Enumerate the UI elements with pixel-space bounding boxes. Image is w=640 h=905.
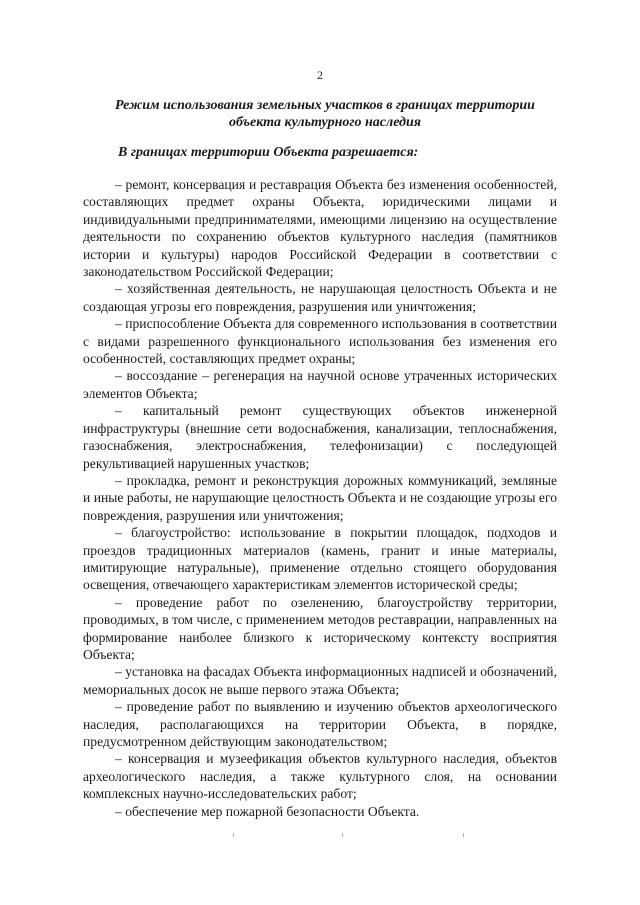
scan-marks bbox=[0, 833, 640, 843]
paragraph-museumification: – консервация и музеефикация объектов культурного наследия, объектов археологического наследия, а также культурного слоя, на основании комплексных научно-исследовательских работ; bbox=[83, 751, 557, 802]
paragraph-restoration: – ремонт, консервация и реставрация Объекта без изменения особенностей, составляющих предмет охраны Объекта, юридическими лицами и индивидуальными предпринимателями, имеющими лицензию на осуществление деятельности по сохранению объектов культурного наследия (памятников истории и культуры) народов Российской Федерации в соответствии с законодательством Российской Федерации; bbox=[83, 177, 557, 280]
document-body bbox=[83, 176, 557, 820]
paragraph-recreation: – воссоздание – регенерация на научной основе утраченных исторических элементов Объекта; bbox=[83, 368, 557, 401]
scan-mark bbox=[463, 833, 464, 837]
paragraph-road-works: – прокладка, ремонт и реконструкция дорожных коммуникаций, земляные и иные работы, не нарушающие целостность Объекта и не создающие угрозы его повреждения, разрушения или уничтожения; bbox=[83, 472, 557, 523]
scan-mark bbox=[342, 833, 343, 837]
paragraph-adaptation: – приспособление Объекта для современного использования в соответствии с видами разрешенного функционального использования без изменения его особенностей, составляющих предмет охраны; bbox=[83, 316, 557, 367]
paragraph-economic-activity: – хозяйственная деятельность, не нарушающая целостность Объекта и не создающая угрозы его повреждения, разрушения или уничтожения; bbox=[83, 281, 557, 314]
paragraph-landscaping-materials: – благоустройство: использование в покрытии площадок, подходов и проездов традиционных материалов (камень, гранит и иные материалы, имитирующие натуральные), применение отдельно стоящего оборудования освещения, отвечающего характеристикам элементов исторической среды; bbox=[83, 525, 557, 593]
paragraph-signage: – установка на фасадах Объекта информационных надписей и обозначений, мемориальных досок не выше первого этажа Объекта; bbox=[83, 664, 557, 697]
page-number: 2 bbox=[317, 68, 323, 82]
scan-mark bbox=[233, 833, 234, 837]
section-title: Режим использования земельных участков в границах территории объекта культурного наследия bbox=[115, 98, 535, 130]
paragraph-archaeology: – проведение работ по выявлению и изучению объектов археологического наследия, располагающихся на территории Объекта, в порядке, предусмотренном действующим законодательством; bbox=[83, 699, 557, 749]
paragraph-infrastructure-repair: – капитальный ремонт существующих объектов инженерной инфраструктуры (внешние сети водоснабжения, канализации, теплоснабжения, газоснабжения, электроснабжения, телефонизации) с последующей рекультивацией нарушенных участков; bbox=[83, 403, 557, 471]
paragraph-fire-safety: – обеспечение мер пожарной безопасности Объекта. bbox=[115, 803, 420, 819]
section-subtitle: В границах территории Объекта разрешается: bbox=[118, 145, 419, 160]
paragraph-greening: – проведение работ по озеленению, благоустройству территории, проводимых, в том числе, с применением методов реставрации, направленных на формирование наиболее близкого к историческому контексту восприятия Объекта; bbox=[83, 594, 557, 662]
